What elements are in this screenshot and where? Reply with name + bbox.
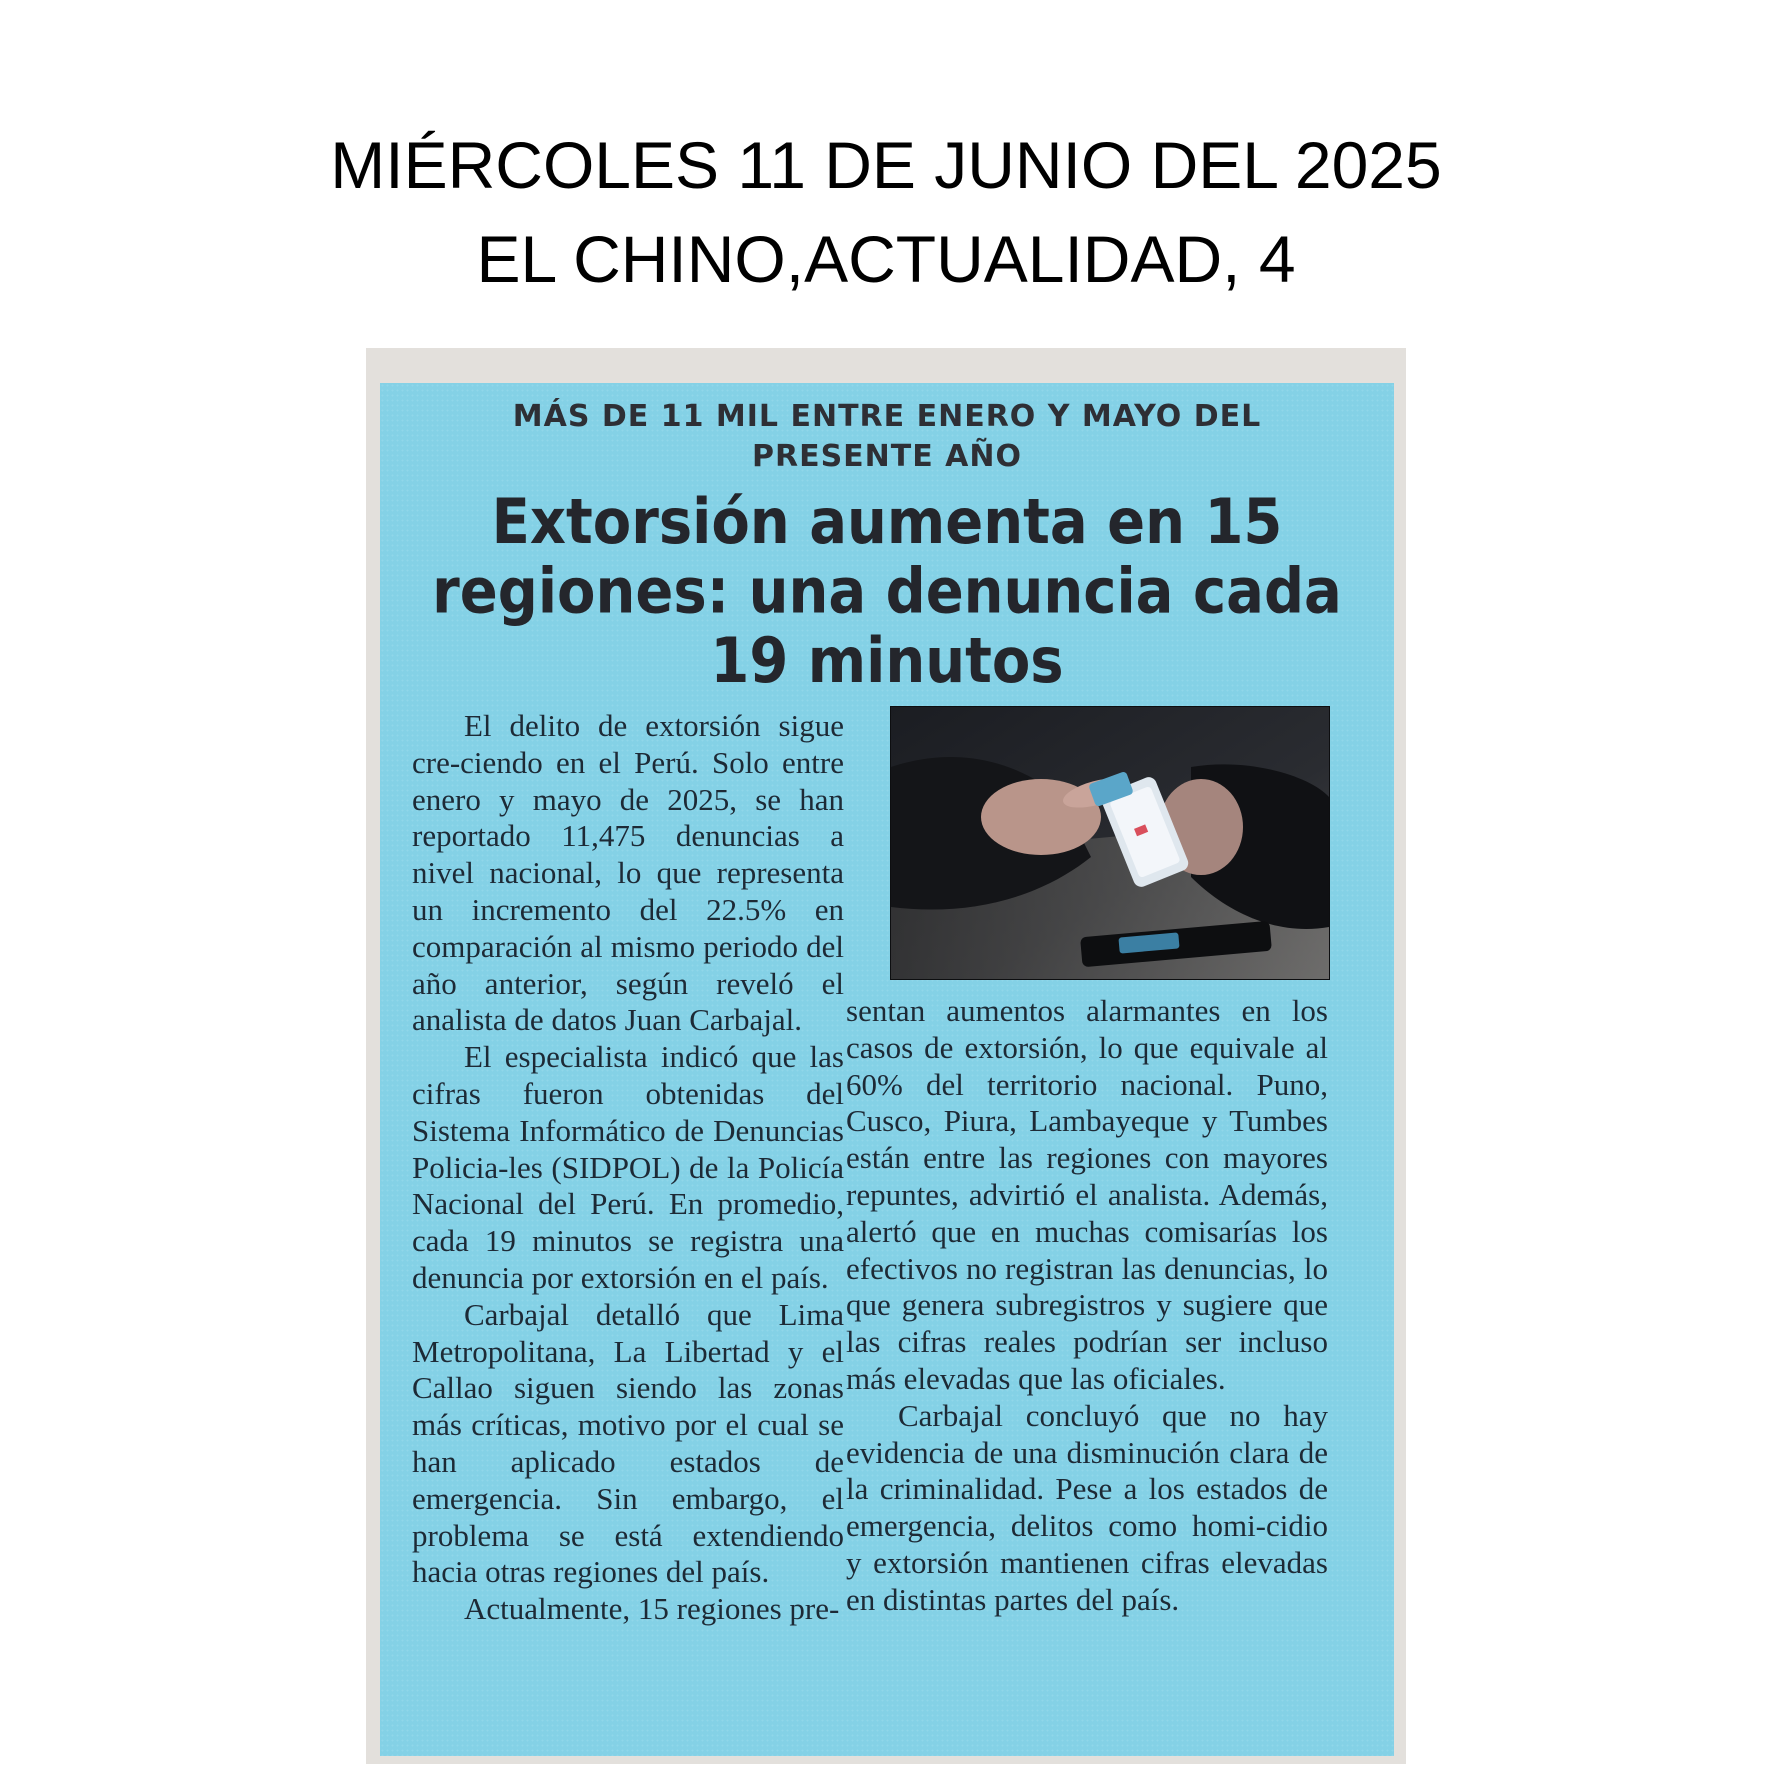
phone-hands-photo [891,707,1329,979]
article-kicker [380,397,1394,477]
article-column-left [412,708,844,1628]
newspaper-clipping [380,383,1394,1756]
headline-line-2: regiones: una denuncia cada [432,555,1342,628]
paragraph-3: Carbajal detalló que Lima Metropolitana, La Libertad y el Callao siguen siendo las zonas más críticas, motivo por el cual se han aplicado estados de emergencia. Sin embargo, el problema se está extendiendo hacia otras regiones del país. [412,1296,844,1590]
paragraph-1: El delito de extorsión sigue cre-ciendo en el Perú. Solo entre enero y mayo de 2025, se han reportado 11,475 denuncias a nivel nacional, lo que representa un incremento del 22.5% en comparación al mismo periodo del año anterior, según reveló el analista de datos Juan Carbajal. [412,708,844,1038]
article-photo [890,706,1330,980]
headline-line-3: 19 minutos [710,624,1064,698]
paragraph-5: sentan aumentos alarmantes en los casos de extorsión, lo que equivale al 60% del territorio nacional. Puno, Cusco, Piura, Lambayeque y Tumbes están entre las regiones con mayores repuntes, advirtió el analista. Además, alertó que en muchas comisarías los efectivos no registran las denuncias, lo que genera subregistros y sugiere que las cifras reales podrían ser incluso más elevadas que las oficiales. [846,993,1328,1396]
publication-date: MIÉRCOLES 11 DE JUNIO DEL 2025 [330,128,1442,202]
kicker-line-1: MÁS DE 11 MIL ENTRE ENERO Y MAYO DEL [512,399,1262,434]
publication-source: EL CHINO,ACTUALIDAD, 4 [476,222,1296,296]
article-headline [380,485,1394,698]
kicker-line-2: PRESENTE AÑO [751,439,1023,474]
paragraph-4: Actualmente, 15 regiones pre- [464,1591,840,1627]
paragraph-2: El especialista indicó que las cifras fueron obtenidas del Sistema Informático de Denuncias Policia-les (SIDPOL) de la Policía Nacional del Perú. En promedio, cada 19 minutos se registra una denuncia por extorsión en el país. [412,1039,844,1295]
article-column-right [846,993,1328,1619]
paragraph-6: Carbajal concluyó que no hay evidencia de una disminución clara de la criminalidad. Pese a los estados de emergencia, delitos como homi-cidio y extorsión mantienen cifras elevadas en distintas partes del país. [846,1397,1328,1617]
bleed-through-text [380,352,1390,382]
clipping-header [0,118,1772,306]
headline-line-1: Extorsión aumenta en 15 [491,485,1283,559]
